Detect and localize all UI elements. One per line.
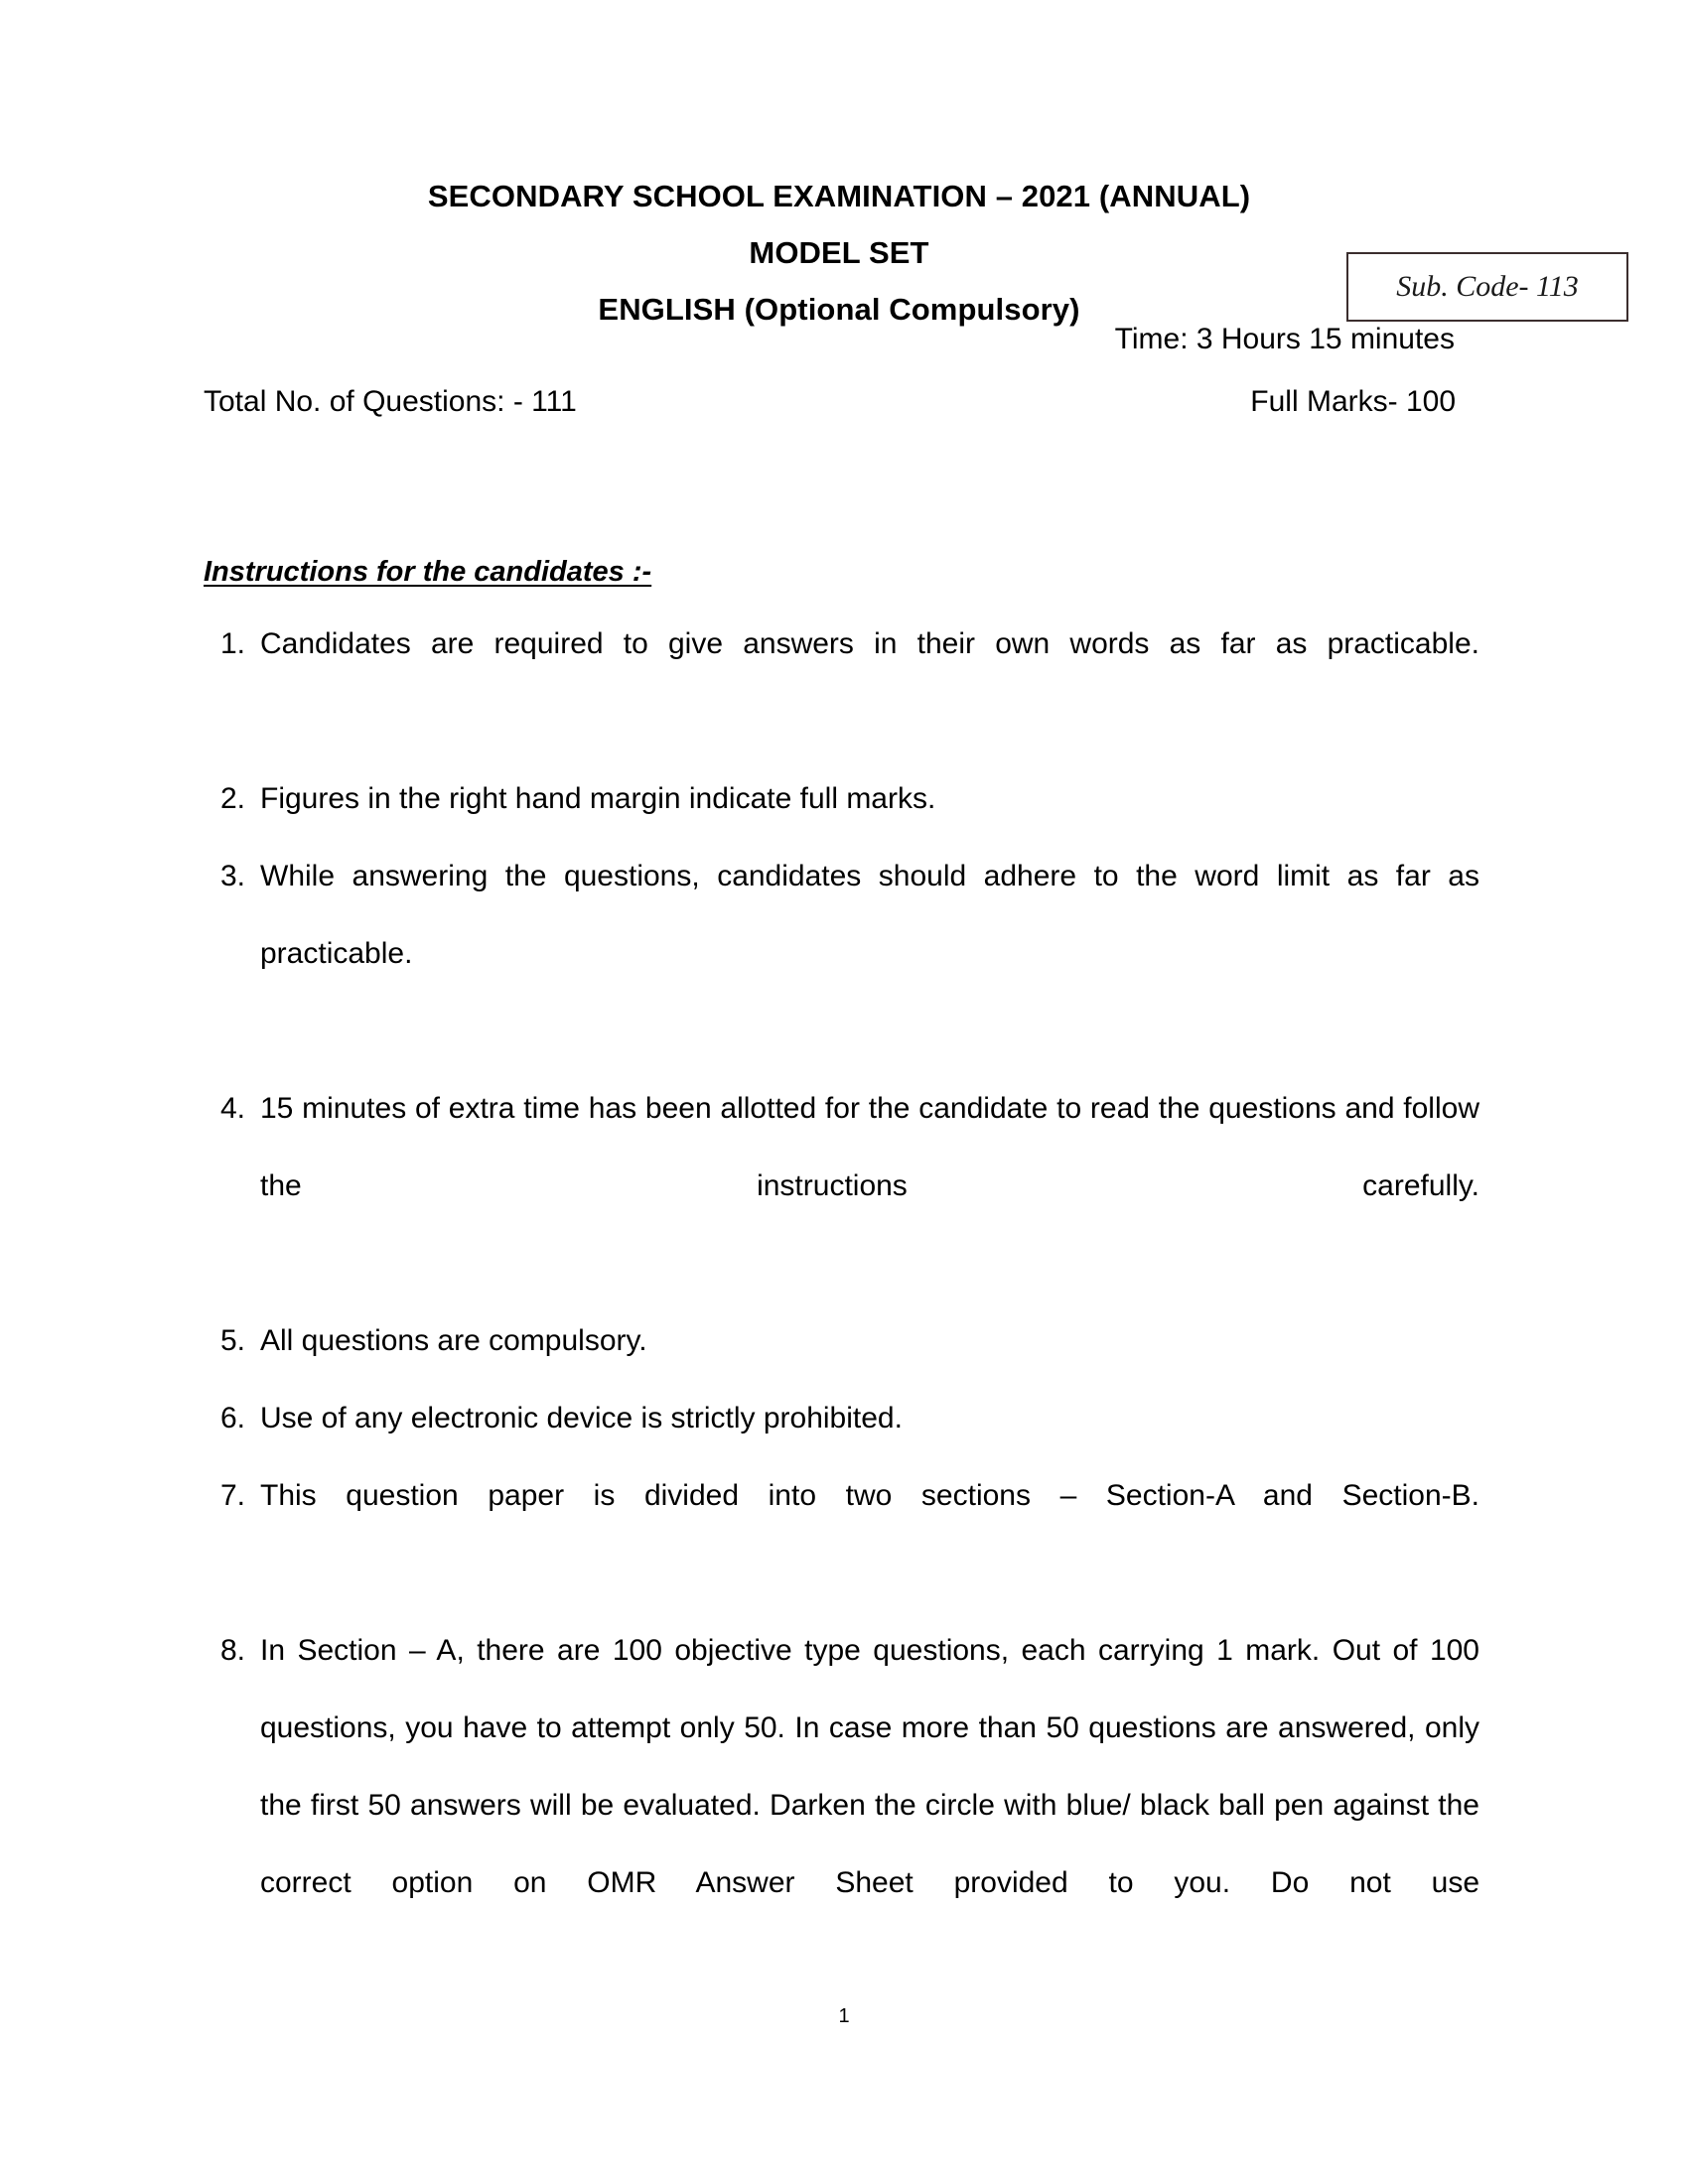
instruction-text: All questions are compulsory.: [260, 1324, 647, 1357]
instruction-number: 2.: [219, 782, 245, 815]
instruction-number: 3.: [219, 860, 245, 892]
instruction-text: 15 minutes of extra time has been allotted for the candidate to read the questions and follow the instructions carefully.: [260, 1092, 1479, 1202]
exam-meta-row: [204, 385, 1475, 419]
instruction-item: [204, 760, 1479, 838]
sub-code-box: [1346, 252, 1628, 322]
instruction-text: In Section – A, there are 100 objective type questions, each carrying 1 mark. Out of 100 questions, you have to attempt only 50. In case more than 50 questions are answered, only the first 50 answers will be evaluated. Darken the circle with blue/ black ball pen against the correct option on OMR Answer Sheet provided to you. Do not use: [260, 1634, 1479, 1899]
instructions-heading: Instructions for the candidates :-: [204, 556, 652, 588]
instruction-text: Figures in the right hand margin indicate full marks.: [260, 782, 936, 815]
instruction-number: 1.: [219, 627, 245, 660]
instruction-number: 5.: [219, 1324, 245, 1357]
instruction-item: [204, 838, 1479, 1070]
instruction-item: [204, 1302, 1479, 1380]
exam-duration: Time: 3 Hours 15 minutes: [1114, 323, 1455, 355]
subject-title: ENGLISH (Optional Compulsory): [598, 292, 1080, 327]
instruction-item: [204, 606, 1479, 760]
instruction-number: 6.: [219, 1402, 245, 1434]
instructions-list: [204, 606, 1479, 1999]
model-set-title: MODEL SET: [749, 235, 929, 270]
instruction-text: This question paper is divided into two sections – Section-A and Section-B.: [260, 1479, 1479, 1512]
total-questions-label: Total No. of Questions: - 111: [204, 385, 577, 418]
instruction-item: [204, 1612, 1479, 1999]
instruction-text: Candidates are required to give answers in their own words as far as practicable.: [260, 627, 1479, 660]
exam-title: SECONDARY SCHOOL EXAMINATION – 2021 (ANNUAL): [427, 179, 1251, 213]
instruction-item: [204, 1457, 1479, 1612]
instruction-number: 8.: [219, 1634, 245, 1667]
sub-code-label: Sub. Code- 113: [1396, 270, 1579, 303]
instruction-text: Use of any electronic device is strictly prohibited.: [260, 1402, 903, 1434]
instruction-number: 4.: [219, 1092, 245, 1125]
instruction-number: 7.: [219, 1479, 245, 1512]
instruction-item: [204, 1070, 1479, 1302]
full-marks-label: Full Marks- 100: [1250, 385, 1456, 418]
document-header: [204, 149, 1579, 418]
instruction-text: While answering the questions, candidates should adhere to the word limit as far as practicable.: [260, 860, 1479, 970]
instruction-item: [204, 1380, 1479, 1457]
page-number: 1: [838, 2005, 850, 2027]
